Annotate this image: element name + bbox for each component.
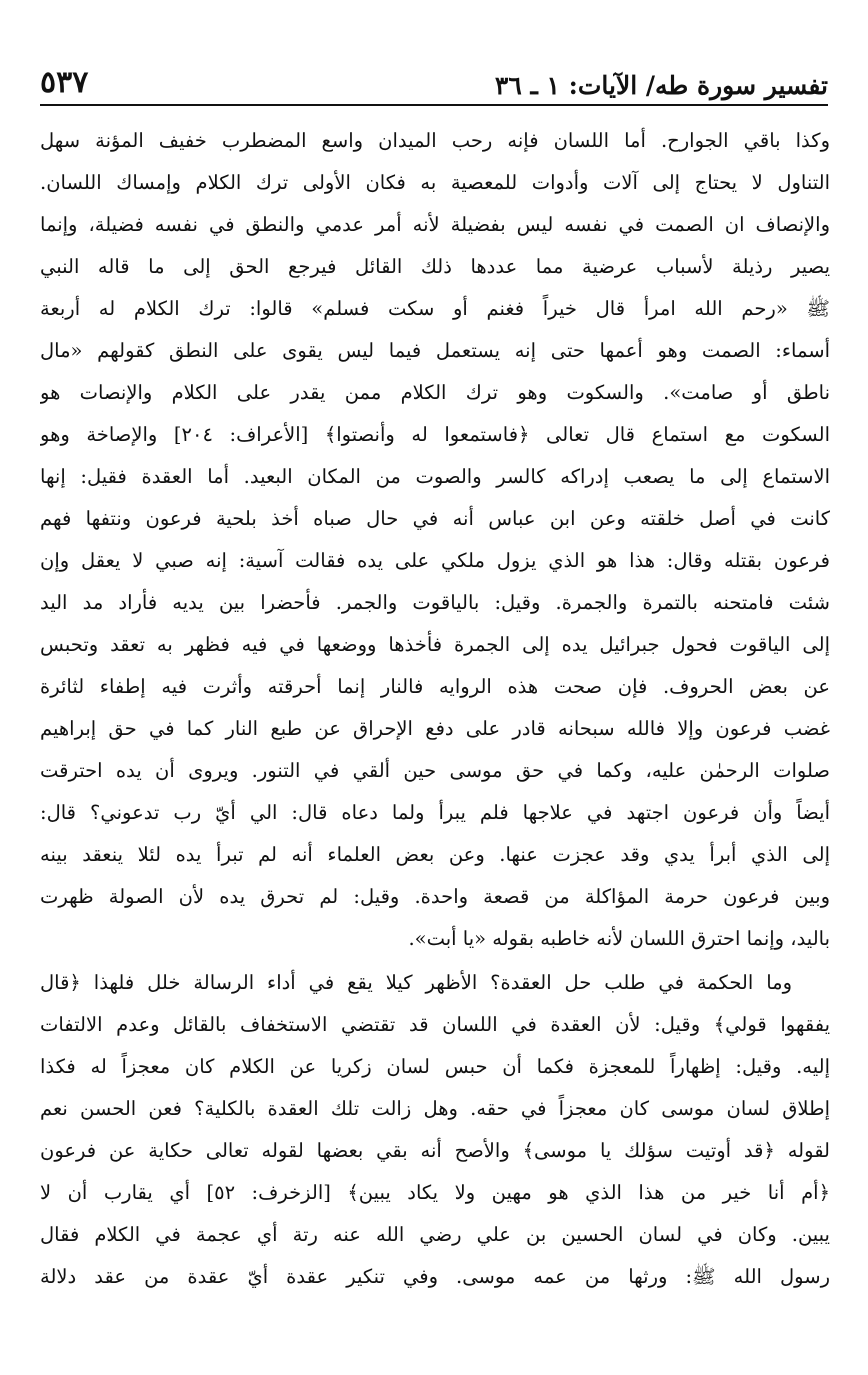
text-line: ﷺ «رحم الله امرأ قال خيراً فغنم أو سكت فسلم» قالوا: ترك الكلام له أربعة: [40, 297, 830, 320]
text-line: وما الحكمة في طلب حل العقدة؟ الأظهر كيلا يقع في أداء الرسالة خلل فلهذا ﴿قال: [40, 971, 792, 994]
text-line: ناطق أو صامت». والسكوت وهو ترك الكلام ممن يقدر على الكلام والإنصات هو: [40, 381, 830, 404]
text-line: إلى الياقوت فحول جبرائيل يده إلى الجمرة فأخذها ووضعها في فيه فظهر به تعقد وتحبس: [40, 633, 830, 656]
text-line: الاستماع إلى ما يصعب إدراكه كالسر والصوت من المكان البعيد. أما العقدة فقيل: إنها: [40, 465, 830, 488]
text-line: السكوت مع استماع قال تعالى ﴿فاستمعوا له وأنصتوا﴾ [الأعراف: ٢٠٤] والإصاخة وهو: [40, 423, 830, 446]
paragraph-2: [40, 962, 830, 1298]
text-line: كانت في أصل خلقته وعن ابن عباس أنه في حال صباه أخذ بلحية فرعون ونتفها فهم: [40, 507, 830, 530]
text-line: رسول الله ﷺ: ورثها من عمه موسى. وفي تنكير عقدة أيّ عقدة من عقد دلالة: [40, 1265, 830, 1288]
text-line: فرعون بقتله وقال: هذا هو الذي يزول ملكي على يده فقالت آسية: إنه صبي لا يعقل وإن: [40, 549, 830, 572]
text-line: وبين فرعون حرمة المؤاكلة من قصعة واحدة. وقيل: لم تحرق يده لأن الصولة ظهرت: [40, 885, 830, 908]
text-line: يبين. وكان في لسان الحسين بن علي رضي الله عنه رتة أي عجمة في الكلام فقال: [40, 1223, 830, 1246]
text-line: والإنصاف ان الصمت في نفسه ليس بفضيلة لأنه أمر عدمي والنطق في نفسه فضيلة، وإنما: [40, 213, 830, 236]
text-line: إطلاق لسان موسى كان معجزاً في حقه. وهل زالت تلك العقدة بالكلية؟ فعن الحسن نعم: [40, 1097, 830, 1120]
text-line: عن بعض الحروف. فإن صحت هذه الروايه فالنار إنما أحرقته وأثرت فيه إطفاء لثائرة: [40, 675, 830, 698]
text-line: أسماء: الصمت وهو أعمها حتى إنه يستعمل فيما ليس يقوى على النطق كقولهم «مال: [40, 339, 830, 362]
text-line: وكذا باقي الجوارح. أما اللسان فإنه رحب الميدان واسع المضطرب خفيف المؤنة سهل: [40, 129, 830, 152]
text-line: باليد، وإنما احترق اللسان لأنه خاطبه بقوله «يا أبت».: [408, 927, 830, 950]
page-header: [40, 58, 828, 106]
text-line: غضب فرعون وإلا فالله سبحانه قادر على دفع الإحراق عن طبع النار كما في حق إبراهيم: [40, 717, 830, 740]
text-line: لقوله ﴿قد أوتيت سؤلك يا موسى﴾ والأصح أنه بقي بعضها لقوله تعالى حكاية عن فرعون: [40, 1139, 830, 1162]
text-line: ﴿أم أنا خير من هذا الذي هو مهين ولا يكاد يبين﴾ [الزخرف: ٥٢] أي يقارب أن لا: [40, 1181, 830, 1204]
text-line: إلى الذي أبرأ يدي وقد عجزت عنها. وعن بعض العلماء أنه لم تبرأ يده لئلا ينعقد بينه: [40, 843, 830, 866]
text-line: صلوات الرحمٰن عليه، وكما في حق موسى حين ألقي في التنور. ويروى أن يده احترقت: [40, 759, 830, 782]
text-line: يصير رذيلة لأسباب عرضية مما عددها ذلك القائل فيرجع الحق إلى ما قاله النبي: [40, 255, 830, 278]
text-line: أيضاً وأن فرعون اجتهد في علاجها فلم يبرأ ولما دعاه قال: الي أيّ رب تدعوني؟ قال:: [40, 801, 830, 824]
text-line: إليه. وقيل: إظهاراً للمعجزة فكما أن حبس لسان زكريا عن الكلام كان معجزاً له فكذا: [40, 1055, 830, 1078]
text-line: يفقهوا قولي﴾ وقيل: لأن العقدة في اللسان قد تقتضي الاستخفاف بالقائل وعدم الالتفات: [40, 1013, 830, 1036]
running-title: تفسير سورة طه/ الآيات: ١ ـ ٣٦: [494, 71, 828, 100]
page-number: ٥٣٧: [40, 65, 89, 100]
paragraph-1: [40, 120, 830, 960]
text-line: شئت فامتحنه بالتمرة والجمرة. وقيل: بالياقوت والجمر. فأحضرا بين يديه فأراد مد اليد: [40, 591, 830, 614]
text-line: التناول لا يحتاج إلى آلات وأدوات للمعصية به فكان الأولى ترك الكلام وإمساك اللسان.: [40, 171, 830, 194]
